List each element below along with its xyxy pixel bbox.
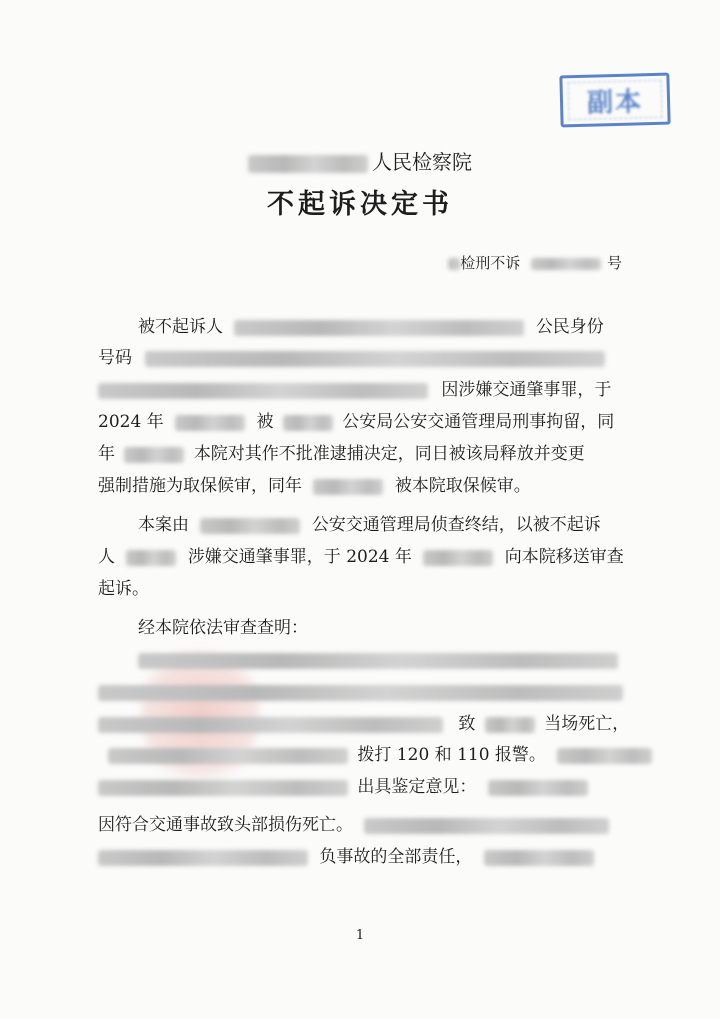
text: 公安交通管理局侦查终结，以被不起诉 — [311, 515, 601, 535]
redacted — [283, 415, 333, 431]
redacted — [313, 479, 383, 495]
text: 出具鉴定意见： — [357, 777, 477, 797]
text: 负事故的全部责任， — [319, 847, 473, 867]
text: 强制措施为取保候审，同年 — [98, 476, 302, 496]
redacted — [364, 818, 609, 834]
body-line-5 — [98, 442, 628, 466]
body-line-8 — [98, 545, 628, 569]
copy-stamp-text: 副本 — [568, 80, 663, 120]
text: 被不起诉人 — [138, 317, 223, 337]
redacted — [175, 415, 245, 431]
body-line-10 — [98, 616, 628, 640]
text: 人 — [98, 547, 115, 567]
text: 号码 — [98, 348, 132, 368]
text: 经本院依法审查查明： — [138, 618, 308, 638]
text: 起诉。 — [98, 579, 149, 599]
text: 致 — [458, 714, 476, 734]
body-line-7 — [98, 513, 628, 537]
text: 因涉嫌交通肇事罪，于 — [441, 380, 612, 400]
docno-suffix: 号 — [606, 254, 622, 272]
text: 当场死亡， — [544, 714, 630, 734]
docno-prefix: 检刑不诉 — [460, 254, 521, 272]
redacted — [108, 748, 348, 764]
text: 涉嫌交通肇事罪，于 2024 年 — [187, 547, 412, 567]
redacted — [124, 447, 184, 463]
redacted — [200, 518, 300, 534]
document-title: 不起诉决定书 — [267, 189, 453, 220]
text: 拨打 120 和 110 报警。 — [357, 745, 546, 765]
body-line-16 — [98, 813, 628, 837]
body-line-1 — [98, 315, 628, 339]
text: 年 — [98, 444, 115, 464]
copy-stamp — [559, 73, 670, 128]
redacted — [98, 780, 348, 796]
text: 因符合交通事故致头部损伤死亡。 — [98, 815, 353, 835]
text: 2024 年 — [98, 412, 164, 432]
body-line-9 — [98, 577, 628, 601]
redacted — [98, 383, 428, 399]
procuratorate-name — [0, 146, 720, 175]
redacted — [484, 850, 594, 866]
page-number: 1 — [355, 928, 365, 943]
text: 本案由 — [138, 515, 189, 535]
org-suffix: 人民检察院 — [372, 150, 472, 174]
body-line-12 — [98, 680, 628, 704]
document-number — [448, 252, 622, 273]
body-line-15 — [98, 775, 628, 799]
redacted-org — [248, 155, 368, 173]
body-line-6 — [98, 474, 628, 498]
redacted — [557, 748, 652, 764]
body-line-2 — [98, 346, 628, 370]
text: 本院对其作不批准逮捕决定，同日被该局释放并变更 — [193, 444, 585, 464]
redacted — [138, 653, 618, 669]
body-line-17 — [98, 845, 628, 869]
redacted — [423, 550, 493, 566]
text: 被本院取保候审。 — [394, 476, 531, 496]
redacted — [126, 550, 176, 566]
redacted — [488, 780, 588, 796]
redacted-docno-year — [448, 258, 460, 270]
redacted — [98, 685, 623, 701]
redacted — [98, 850, 308, 866]
text: 公安局公安交通管理局刑事拘留，同 — [342, 412, 615, 432]
redacted — [234, 320, 524, 336]
redacted — [145, 351, 605, 367]
body-line-13 — [98, 712, 628, 736]
body-line-3 — [98, 378, 628, 402]
redacted — [485, 717, 535, 733]
body-line-4 — [98, 410, 628, 434]
text: 向本院移送审查 — [504, 547, 624, 567]
redacted-docno — [531, 258, 601, 270]
text: 公民身份 — [535, 317, 604, 337]
redacted — [98, 717, 443, 733]
body-line-14 — [98, 743, 628, 767]
text: 被 — [256, 412, 274, 432]
body-line-11 — [98, 648, 628, 672]
